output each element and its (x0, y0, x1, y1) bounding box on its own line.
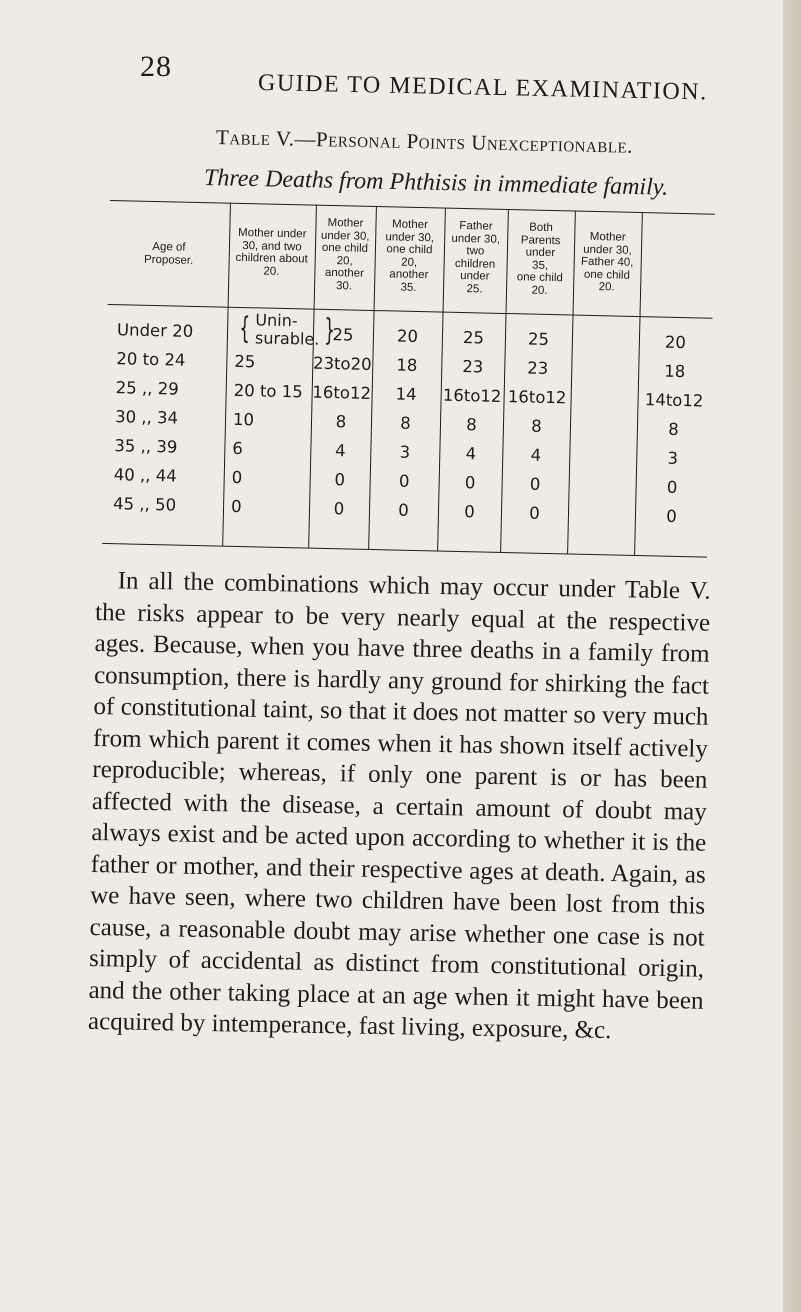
column-mother-two-children (225, 310, 336, 523)
column-mother-35 (369, 321, 443, 526)
table-cell: 8 (400, 413, 411, 433)
table-cell: 25 (462, 328, 485, 348)
table-cell: 4 (465, 444, 477, 464)
header-mother-child-20-another-35: Mother under 30, one child 20, another 35. (385, 218, 435, 294)
table-cell: 8 (335, 412, 347, 432)
body-text (88, 565, 711, 1048)
column-father (438, 323, 506, 527)
age-cell: 40 ,, 44 (113, 465, 177, 486)
table-cell: 3 (399, 442, 411, 462)
age-cell: 45 ,, 50 (112, 494, 177, 515)
age-cell: 20 to 24 (116, 349, 186, 370)
table-cell: 14 (395, 384, 417, 405)
table-cell: 4 (334, 441, 346, 461)
header-mother-child-20-another-30: Mother under 30, one child 20, another 30. (320, 216, 370, 293)
page-number: 28 (140, 50, 172, 83)
running-head: GUIDE TO MEDICAL EXAMINATION. (257, 70, 708, 106)
table-cell: 6 (232, 438, 244, 459)
table-cell: 8 (667, 419, 679, 439)
table-cell: 0 (666, 506, 677, 526)
table-cell: 20 to 15 (233, 380, 303, 402)
table-cell: 16to12 (442, 385, 502, 406)
table-cell: 18 (664, 361, 686, 382)
page-edge (783, 0, 801, 1312)
column-both-parents (501, 324, 573, 528)
table-cell: 0 (666, 477, 678, 497)
age-cell: 30 ,, 34 (114, 407, 179, 428)
table-cell: 20 (396, 326, 419, 347)
table-cell: 18 (396, 355, 418, 376)
header-age-of-proposer: Age of Proposer. (143, 240, 194, 267)
table-cell: 10 (232, 409, 255, 430)
table-cell: 0 (398, 471, 410, 491)
risk-table (102, 200, 715, 557)
table-cell: 8 (531, 416, 542, 436)
left-brace: { (239, 310, 251, 347)
table-cell: 16to12 (312, 382, 372, 403)
table-top-rule (110, 200, 715, 215)
table-cell: 25 (332, 325, 354, 345)
table-cell: 23 (527, 358, 549, 378)
table-cell: 16to12 (507, 387, 567, 408)
table-cell: 0 (464, 502, 475, 522)
header-mother-two-children: Mother under 30, and two children about 20. (235, 226, 308, 278)
header-mother-and-father: Mother under 30, Father 40, one child 20. (580, 230, 634, 294)
column-mother-30 (309, 320, 374, 524)
table-bottom-rule (102, 543, 707, 558)
table-cell: 0 (230, 496, 242, 517)
table-cell: 0 (334, 470, 346, 490)
table-cell: 23 (462, 357, 484, 377)
right-brace: } (324, 312, 336, 349)
table-cell: 3 (667, 448, 679, 468)
table-caption: Table V.—Personal Points Unexceptionable. (215, 125, 634, 158)
table-cell: 4 (530, 445, 542, 465)
age-cell: 25 ,, 29 (115, 378, 179, 399)
table-cell: 14to12 (644, 390, 704, 411)
table-cell: 0 (464, 473, 476, 493)
table-subcaption: Three Deaths from Phthisis in immediate family. (203, 165, 669, 201)
table-cell: 0 (333, 499, 345, 519)
table-cell: 25 (527, 329, 550, 349)
table-cell: 0 (398, 500, 410, 520)
age-column (113, 315, 226, 520)
age-cell: Under 20 (116, 320, 194, 341)
table-cell: 0 (529, 503, 540, 523)
table-cell: 20 (664, 332, 687, 353)
table-cell: 8 (466, 415, 477, 435)
header-father-two-children: Father under 30, two children under 25. (451, 219, 501, 295)
header-both-parents: Both Parents under 35, one child 20. (516, 221, 563, 297)
table-cell: 25 (234, 351, 256, 372)
table-cell: 0 (231, 467, 243, 488)
table-cell: 23to20 (312, 353, 372, 374)
uninsurable-cell: { Unin- surable. } (239, 310, 336, 349)
age-cell: 35 ,, 39 (114, 436, 178, 457)
body-paragraph: In all the combinations which may occur under Table V. the risks appear to be very nearly equal at the respective ages. Because, when you have three deaths in a family from consumption, there is hardly any ground for shirking the fact of constitutional taint, so that it does not matter so very much from which parent it comes when it has shown itself actively reproducible; whereas, if only one parent is or has been affected with the disease, a certain amount of doubt may always exist and be acted upon according to whether it is the father or mother, and their respective ages at death. Again, as we have seen, where two children have been lost from this cause, a reasonable doubt may arise whether one case is not simply of accidental as distinct from constitutional origin, and the other taking place at an age when it might have been acquired by intemperance, fast living, exposure, &c. (87, 567, 711, 1045)
column-mother-and-father (635, 327, 713, 532)
table-cell: 0 (529, 474, 541, 494)
